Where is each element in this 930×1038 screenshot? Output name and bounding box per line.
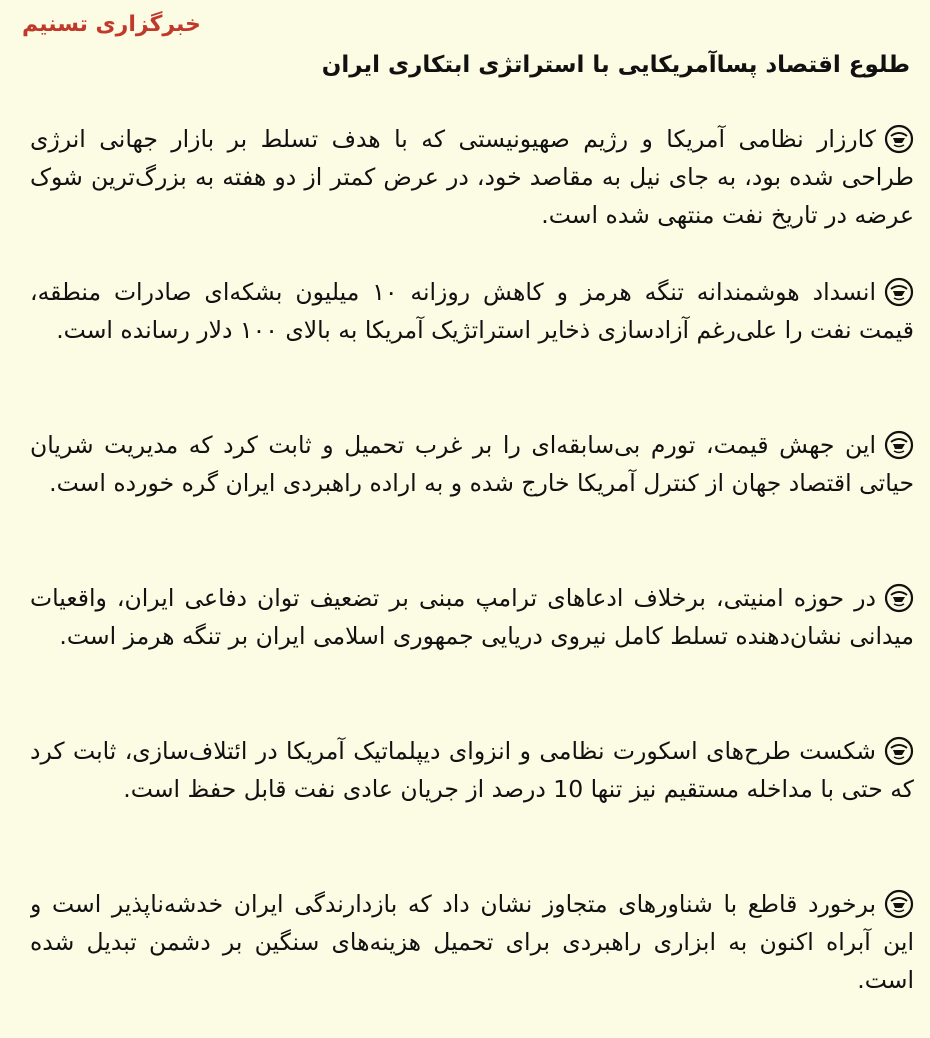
tasnim-logo-icon [884,889,914,919]
bullet-text: برخورد قاطع با شناورهای متجاوز نشان داد که بازدارندگی ایران خدشه‌ناپذیر است و این آبراه اکنون به ابزاری راهبردی برای تحمیل هزینه‌های سنگین بر دشمن تبدیل شده است. [30,890,914,994]
headline: طلوع اقتصاد پساآمریکایی با استراتژی ابتکاری ایران [321,52,910,78]
bullet-text: این جهش قیمت، تورم بی‌سابقه‌ای را بر غرب تحمیل و ثابت کرد که مدیریت شریان حیاتی اقتصاد جهان از کنترل آمریکا خارج شده و به اراده راهبردی ایران گره خورده است. [30,431,914,497]
bullet-text: کارزار نظامی آمریکا و رژیم صهیونیستی که با هدف تسلط بر بازار جهانی انرژی طراحی شده بود، به جای نیل به مقاصد خود، در عرض کمتر از دو هفته به بزرگ‌ترین شوک عرضه در تاریخ نفت منتهی شده است. [30,125,914,229]
bullet-text: در حوزه امنیتی، برخلاف ادعاهای ترامپ مبنی بر تضعیف توان دفاعی ایران، واقعیات میدانی نشان‌دهنده تسلط کامل نیروی دریایی جمهوری اسلامی ایران بر تنگه هرمز است. [30,584,914,650]
list-item [30,120,914,234]
tasnim-logo-icon [884,430,914,460]
list-item [30,885,914,999]
list-item [30,732,914,846]
tasnim-logo-icon [884,124,914,154]
bullet-text: انسداد هوشمندانه تنگه هرمز و کاهش روزانه ۱۰ میلیون بشکه‌ای صادرات منطقه، قیمت نفت را علی‌رغم آزادسازی ذخایر استراتژیک آمریکا به بالای ۱۰۰ دلار رسانده است. [30,278,914,344]
tasnim-logo-icon [884,736,914,766]
tasnim-logo-icon [884,583,914,613]
list-item [30,426,914,540]
bullet-text: شکست طرح‌های اسکورت نظامی و انزوای دیپلماتیک آمریکا در ائتلاف‌سازی، ثابت کرد که حتی با مداخله مستقیم نیز تنها 10 درصد از جریان عادی نفت قابل حفظ است. [30,737,914,803]
bullet-list [30,120,914,1038]
tasnim-logo-icon [884,277,914,307]
list-item [30,579,914,693]
brand-name: خبرگزاری تسنیم [22,12,201,37]
list-item [30,273,914,387]
